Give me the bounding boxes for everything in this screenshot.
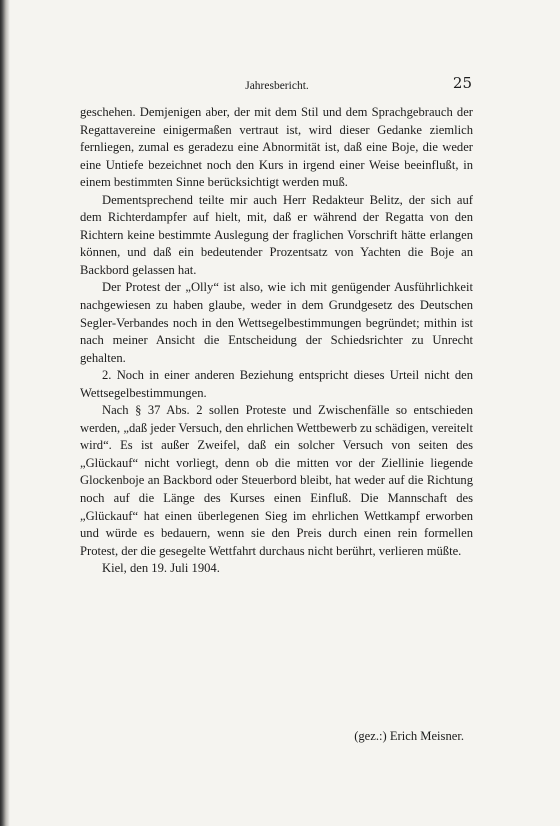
paragraph-4: 2. Noch in einer anderen Beziehung entspricht dieses Urteil nicht den Wettsegelbestimmungen. bbox=[80, 368, 473, 400]
paragraph-3: Der Protest der „Olly“ ist also, wie ich mit genügender Ausführlichkeit nachgewiesen zu haben glaube, weder in dem Grundgesetz des Deutschen Segler-Verbandes noch in den Wettsegelbestimmungen begründet; mithin ist nach meiner Ansicht die Entscheidung der Schiedsrichter zu Unrecht gehalten. bbox=[80, 280, 473, 365]
page-header bbox=[82, 74, 472, 98]
body-text bbox=[80, 104, 473, 578]
paragraph-2: Dementsprechend teilte mir auch Herr Redakteur Belitz, der sich auf dem Richterdampfer auf hielt, mit, daß er während der Regatta von den Richtern keine bestimmte Auslegung der fraglichen Vorschrift hätte erlangen können, und daß ein bedeutender Prozentsatz von Yachten die Boje an Backbord gelassen hat. bbox=[80, 192, 473, 277]
signature: (gez.:) Erich Meisner. bbox=[354, 729, 464, 743]
paragraph-1: geschehen. Demjenigen aber, der mit dem Stil und dem Sprachgebrauch der Regattavereine einigermaßen vertraut ist, wird dieser Gedanke ziemlich fernliegen, zumal es geradezu eine Abnormität ist, daß eine Boje, die weder eine Untiefe bezeichnet noch den Kurs in irgend einer Weise beeinflußt, in einem bestimmten Sinne berücksichtigt werden muß. bbox=[80, 105, 473, 190]
place-date-line: Kiel, den 19. Juli 1904. bbox=[102, 561, 220, 576]
running-title: Jahresbericht. bbox=[245, 80, 309, 92]
paragraph-5: Nach § 37 Abs. 2 sollen Proteste und Zwischenfälle so entschieden werden, „daß jeder Versuch, den ehrlichen Wettbewerb zu schädigen, vereitelt wird“. Es ist außer Zweifel, daß ein solcher Versuch von seiten des „Glückauf“ nicht vorliegt, denn ob die mitten vor der Ziellinie liegende Glockenboje an Backbord oder Steuerbord bleibt, hat weder auf die Richtung noch auf die Länge des Kurses einen Einfluß. Die Mannschaft des „Glückauf“ hat einen überlegenen Sieg im ehrlichen Wettkampf erworben und würde es bedauern, wenn sie den Preis durch einen rein formellen Protest, der die gesegelte Wettfahrt durchaus nicht berührt, verlieren müßte. bbox=[80, 403, 473, 558]
page-number: 25 bbox=[452, 74, 472, 92]
page-edge-shadow bbox=[0, 0, 10, 826]
